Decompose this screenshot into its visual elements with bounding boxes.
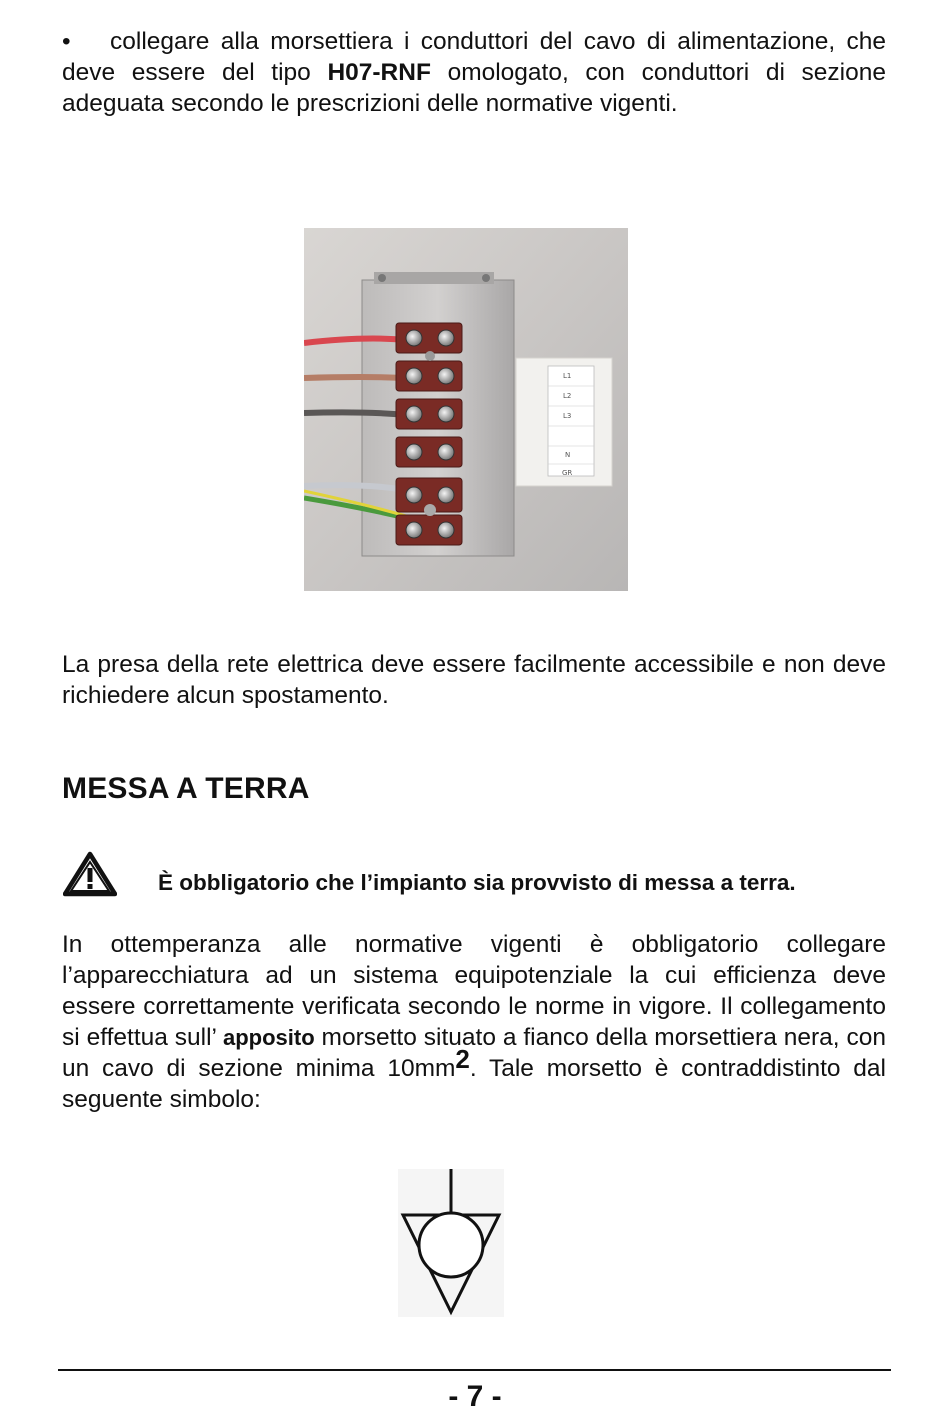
grounding-text-3: . Tale morsetto è contraddistinto dal seguente simbolo: [62, 1055, 886, 1113]
grounding-superscript: 2 [455, 1044, 470, 1074]
grounding-paragraph [62, 929, 886, 1115]
equipotential-symbol-icon [396, 1165, 506, 1320]
footer-rule [58, 1369, 891, 1371]
bullet-text-before: collegare alla morsettiera i conduttori del cavo di alimentazione, che deve essere del tipo [62, 28, 886, 86]
bullet-marker: • [62, 28, 71, 55]
warning-triangle-icon [63, 851, 117, 897]
terminal-block-photo [304, 228, 628, 591]
bullet-text-after: omologato, con conduttori di sezione adeguata secondo le prescrizioni delle normative vigenti. [62, 59, 886, 117]
cable-type: H07-RNF [327, 59, 431, 86]
bullet-paragraph [62, 26, 886, 119]
socket-paragraph: La presa della rete elettrica deve essere facilmente accessibile e non deve richiedere alcun spostamento. [62, 651, 886, 709]
section-heading: MESSA A TERRA [62, 772, 310, 805]
page-number: - 7 - [448, 1380, 502, 1413]
warning-text: È obbligatorio che l’impianto sia provvisto di messa a terra. [158, 870, 796, 895]
grounding-text-2: morsetto situato a fianco della morsettiera nera, con un cavo di sezione minima 10mm [62, 1024, 886, 1082]
label-l2: L2 [563, 392, 572, 400]
label-l3: L3 [563, 412, 572, 420]
grounding-text-1: In ottemperanza alle normative vigenti è obbligatorio collegare l’apparecchiatura ad un sistema equipotenziale la cui efficienza deve essere correttamente verificata secondo le norme in vigore. Il collegamento si effettua sull’ [62, 931, 886, 1051]
label-l1: L1 [563, 372, 572, 380]
grounding-bold-word: apposito [222, 1025, 315, 1050]
label-gr: GR [562, 469, 573, 477]
label-n: N [565, 451, 571, 459]
